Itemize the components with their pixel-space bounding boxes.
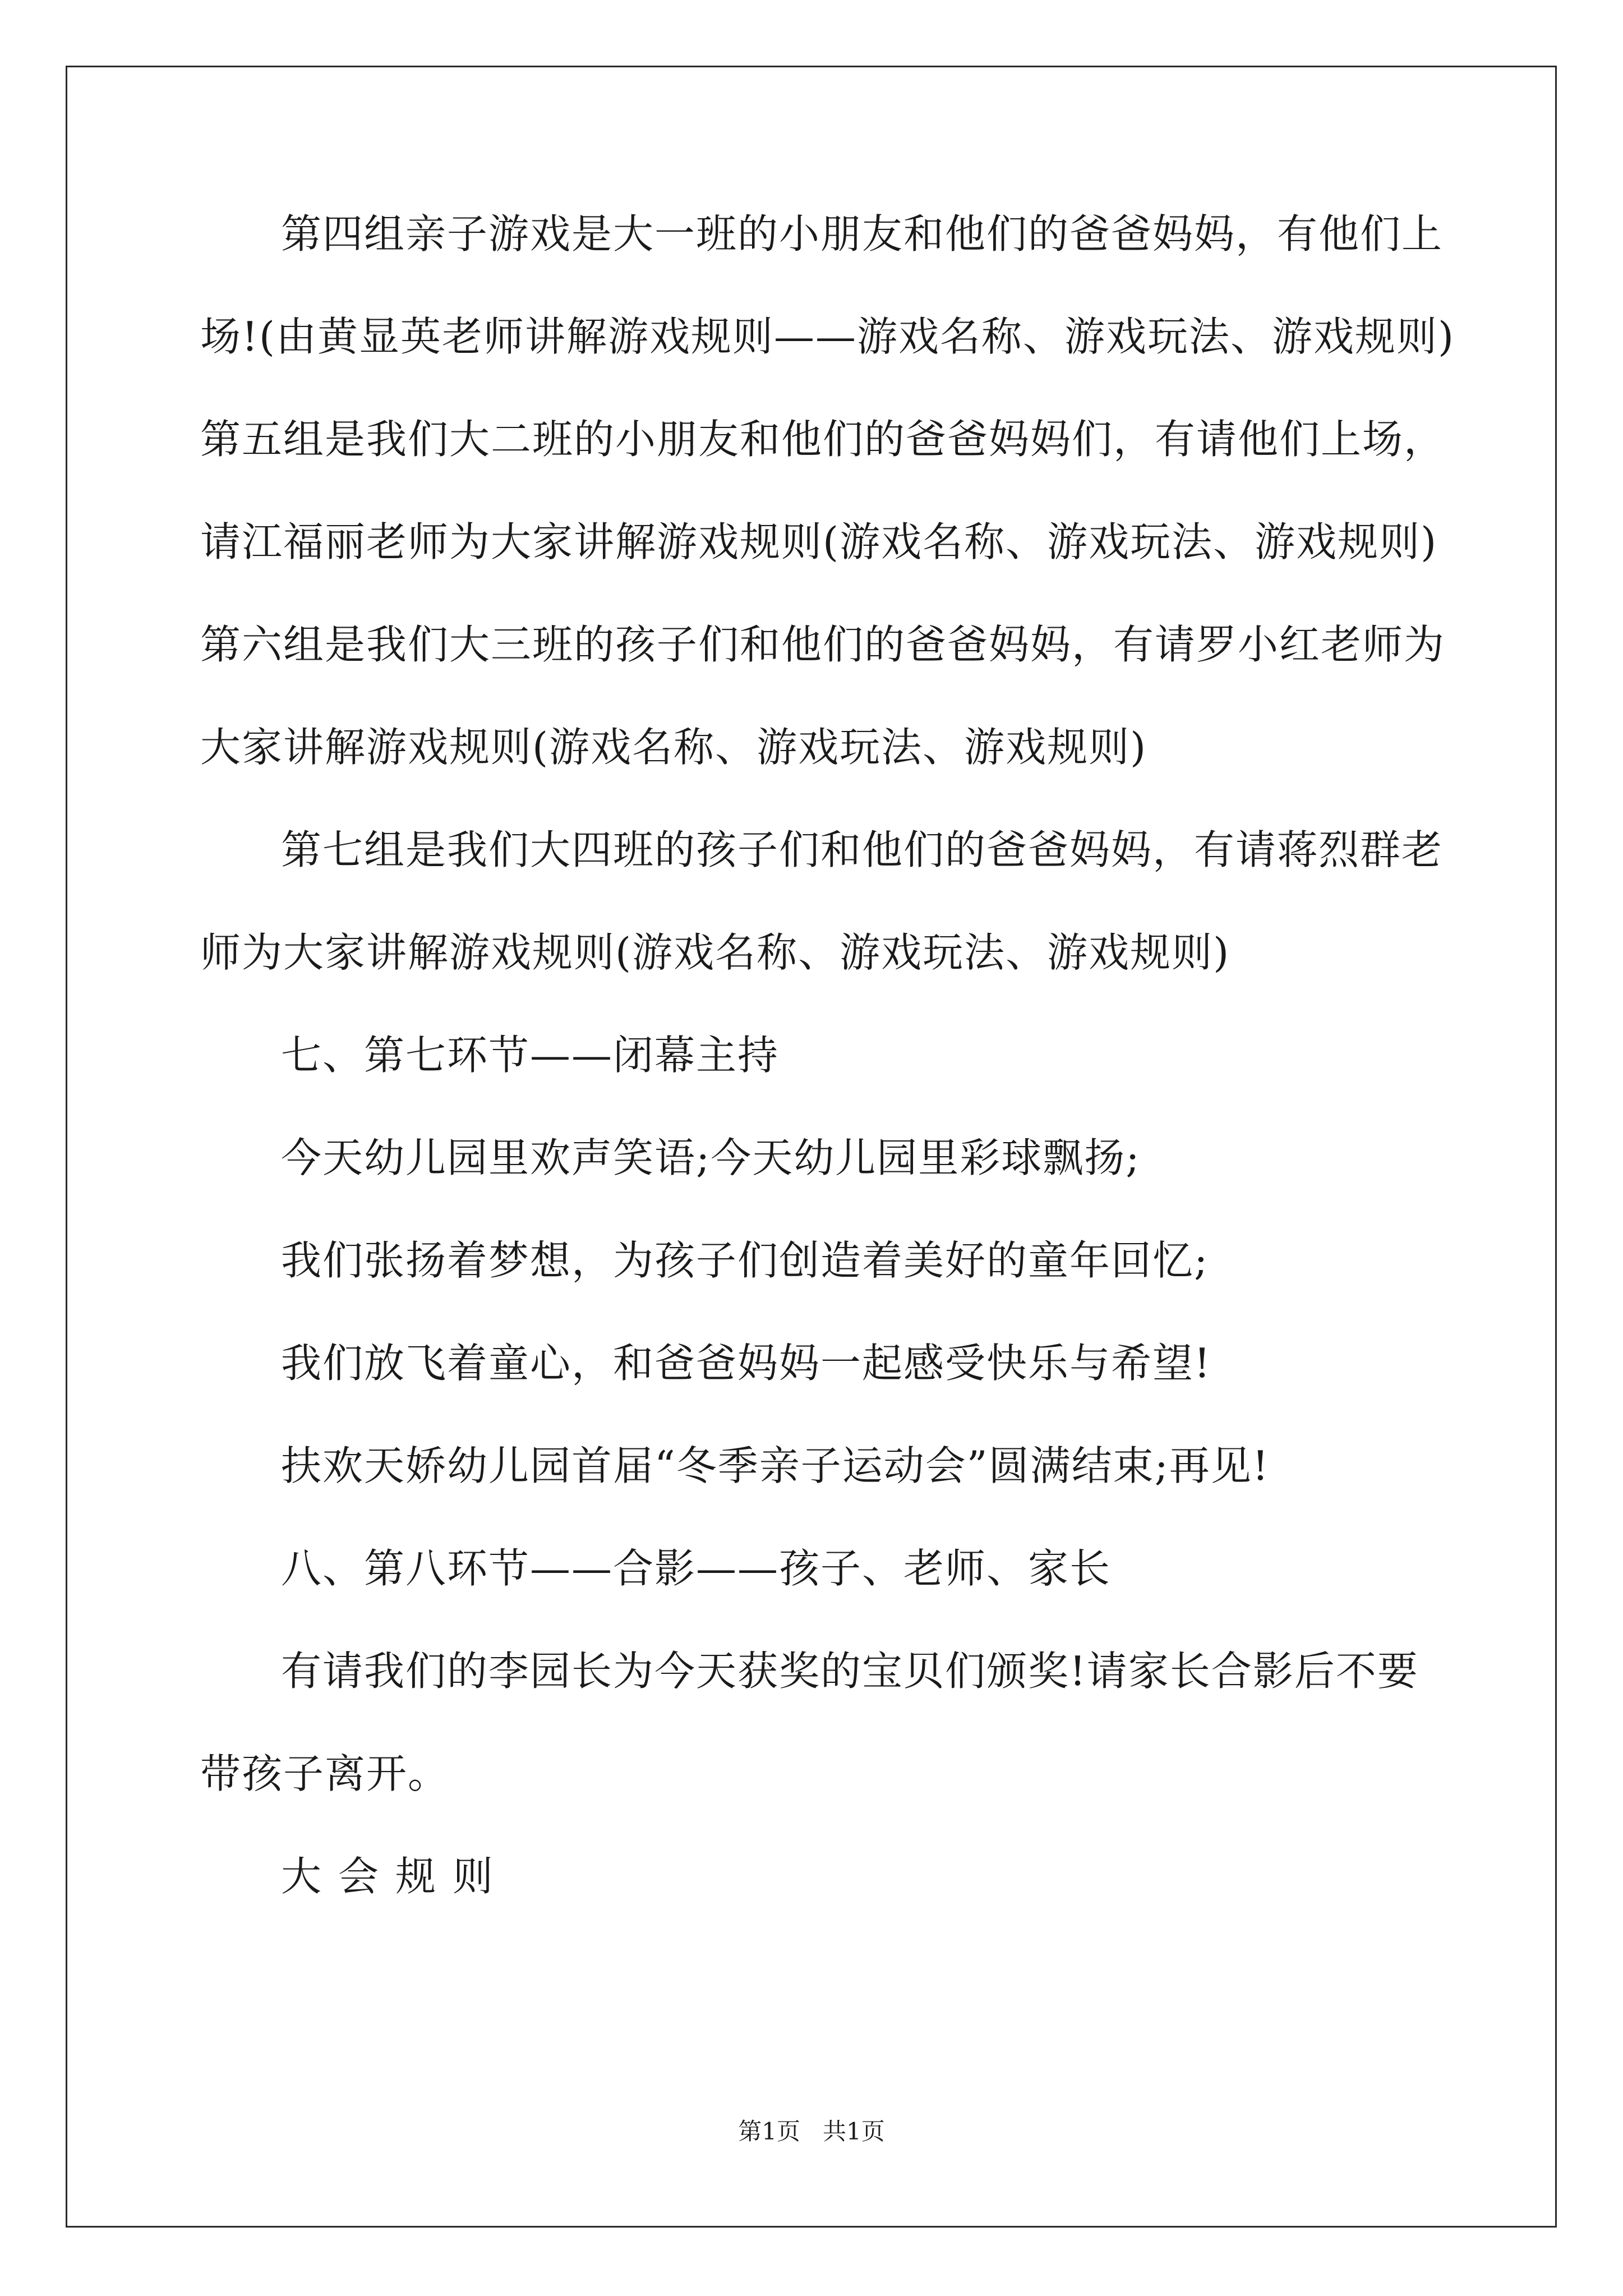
paragraph-line: 师为大家讲解游戏规则(游戏名称、游戏玩法、游戏规则) [200,929,1230,976]
paragraph-line: 有请我们的李园长为今天获奖的宝贝们颁奖!请家长合影后不要 [281,1648,1419,1695]
paragraph-line: 我们张扬着梦想，为孩子们创造着美好的童年回忆; [281,1237,1209,1284]
paragraph-line: 第五组是我们大二班的小朋友和他们的爸爸妈妈们，有请他们上场， [200,416,1446,463]
paragraph-line: 带孩子离开。 [200,1750,450,1797]
section-heading: 七、第七环节——闭幕主持 [281,1032,780,1079]
paragraph-line: 扶欢天娇幼儿园首届“冬季亲子运动会”圆满结束;再见! [281,1442,1270,1489]
paragraph-line: 第六组是我们大三班的孩子们和他们的爸爸妈妈，有请罗小红老师为 [200,621,1446,668]
paragraph-line: 请江福丽老师为大家讲解游戏规则(游戏名称、游戏玩法、游戏规则) [200,518,1438,565]
section-heading: 大会规则 [281,1853,510,1900]
paragraph-line: 场!(由黄显英老师讲解游戏规则——游戏名称、游戏玩法、游戏规则) [200,313,1455,360]
paragraph-line: 大家讲解游戏规则(游戏名称、游戏玩法、游戏规则) [200,724,1147,771]
paragraph-line: 第七组是我们大四班的孩子们和他们的爸爸妈妈，有请蒋烈群老 [281,826,1444,873]
section-heading: 八、第八环节——合影——孩子、老师、家长 [281,1545,1112,1592]
paragraph-line: 第四组亲子游戏是大一班的小朋友和他们的爸爸妈妈，有他们上 [281,210,1444,257]
page-footer: 第1页 共1页 [738,2118,885,2145]
paragraph-line: 我们放飞着童心，和爸爸妈妈一起感受快乐与希望! [281,1340,1211,1387]
paragraph-line: 今天幼儿园里欢声笑语;今天幼儿园里彩球飘扬; [281,1134,1141,1181]
